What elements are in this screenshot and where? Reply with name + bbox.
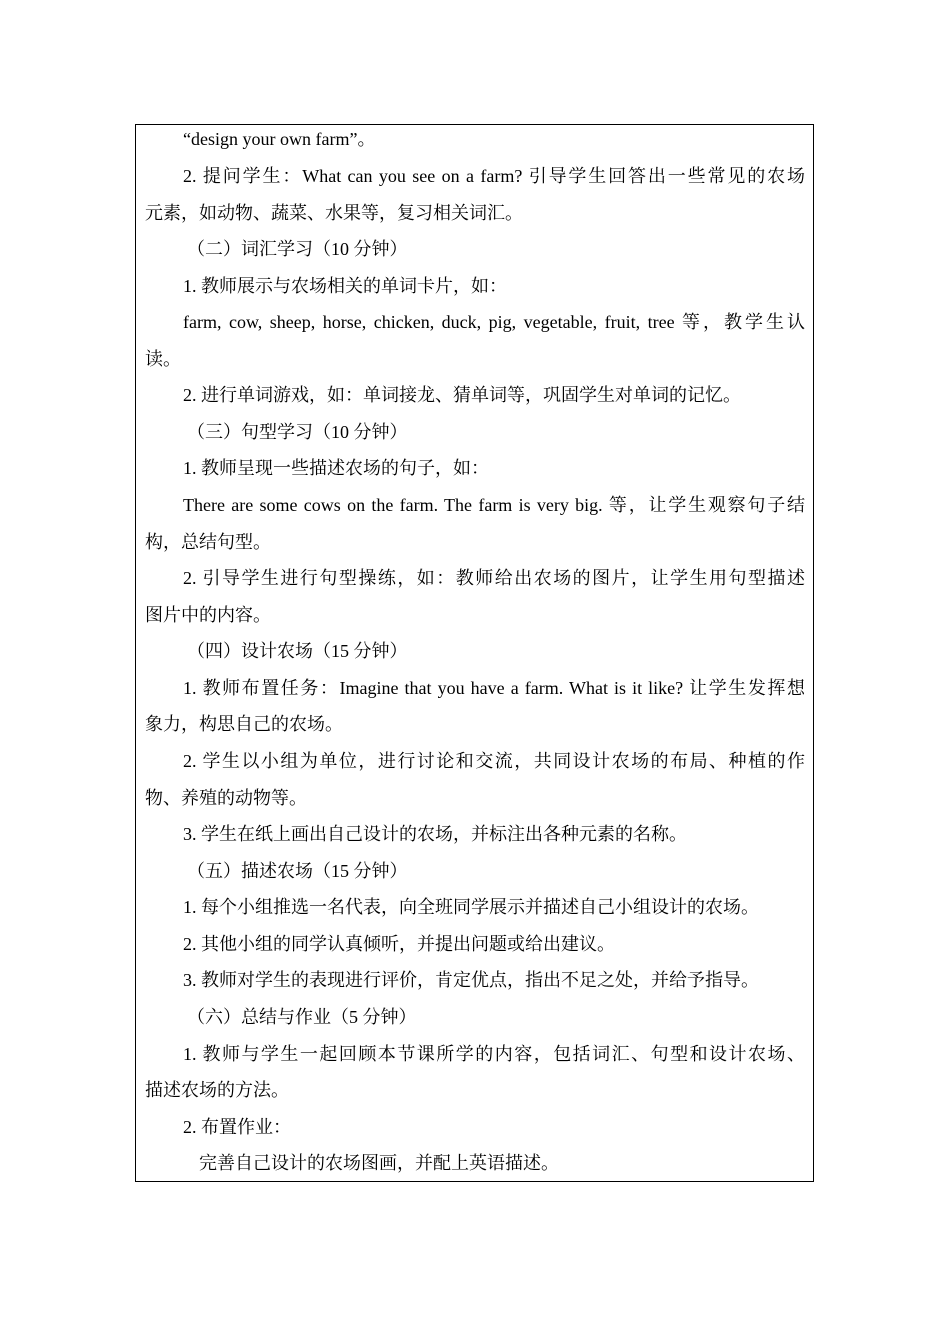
text-line: 1. 每个小组推选一名代表，向全班同学展示并描述自己小组设计的农场。: [183, 897, 759, 917]
section-heading: （六）总结与作业（5 分钟）: [187, 1007, 417, 1027]
text-line: 3. 教师对学生的表现进行评价，肯定优点，指出不足之处，并给予指导。: [183, 970, 759, 990]
section-heading: （三）句型学习（10 分钟）: [187, 422, 408, 442]
text-line: 读。: [145, 349, 181, 369]
text-line: 3. 学生在纸上画出自己设计的农场，并标注出各种元素的名称。: [183, 824, 687, 844]
text-line: 元素，如动物、蔬菜、水果等，复习相关词汇。: [145, 203, 523, 223]
text-line: 完善自己设计的农场图画，并配上英语描述。: [199, 1153, 559, 1173]
section-heading: （二）词汇学习（10 分钟）: [187, 239, 408, 259]
text-line: “design your own farm”。: [183, 129, 376, 149]
text-line: 构，总结句型。: [145, 532, 271, 552]
text-line: 1. 教师布置任务：Imagine that you have a farm. What is it like? 让学生发挥想: [183, 678, 805, 698]
text-line: 1. 教师呈现一些描述农场的句子，如：: [183, 458, 489, 478]
text-line: 2. 进行单词游戏，如：单词接龙、猜单词等，巩固学生对单词的记忆。: [183, 385, 741, 405]
text-line: 图片中的内容。: [145, 605, 271, 625]
section-heading: （四）设计农场（15 分钟）: [187, 641, 408, 661]
text-line: There are some cows on the farm. The farm is very big. 等，让学生观察句子结: [183, 495, 805, 515]
text-line: 2. 引导学生进行句型操练，如：教师给出农场的图片，让学生用句型描述: [183, 568, 805, 588]
text-line: farm, cow, sheep, horse, chicken, duck, pig, vegetable, fruit, tree 等，教学生认: [183, 312, 805, 332]
text-line: 象力，构思自己的农场。: [145, 714, 343, 734]
text-line: 2. 学生以小组为单位，进行讨论和交流，共同设计农场的布局、种植的作: [183, 751, 805, 771]
text-line: 物、养殖的动物等。: [145, 788, 307, 808]
section-heading: （五）描述农场（15 分钟）: [187, 861, 408, 881]
text-line: 2. 其他小组的同学认真倾听，并提出问题或给出建议。: [183, 934, 615, 954]
text-line: 2. 提问学生：What can you see on a farm? 引导学生回答出一些常见的农场: [183, 166, 805, 186]
text-line: 1. 教师展示与农场相关的单词卡片，如：: [183, 276, 507, 296]
text-line: 2. 布置作业：: [183, 1117, 291, 1137]
text-line: 描述农场的方法。: [145, 1080, 289, 1100]
text-line: 1. 教师与学生一起回顾本节课所学的内容，包括词汇、句型和设计农场、: [183, 1044, 805, 1064]
